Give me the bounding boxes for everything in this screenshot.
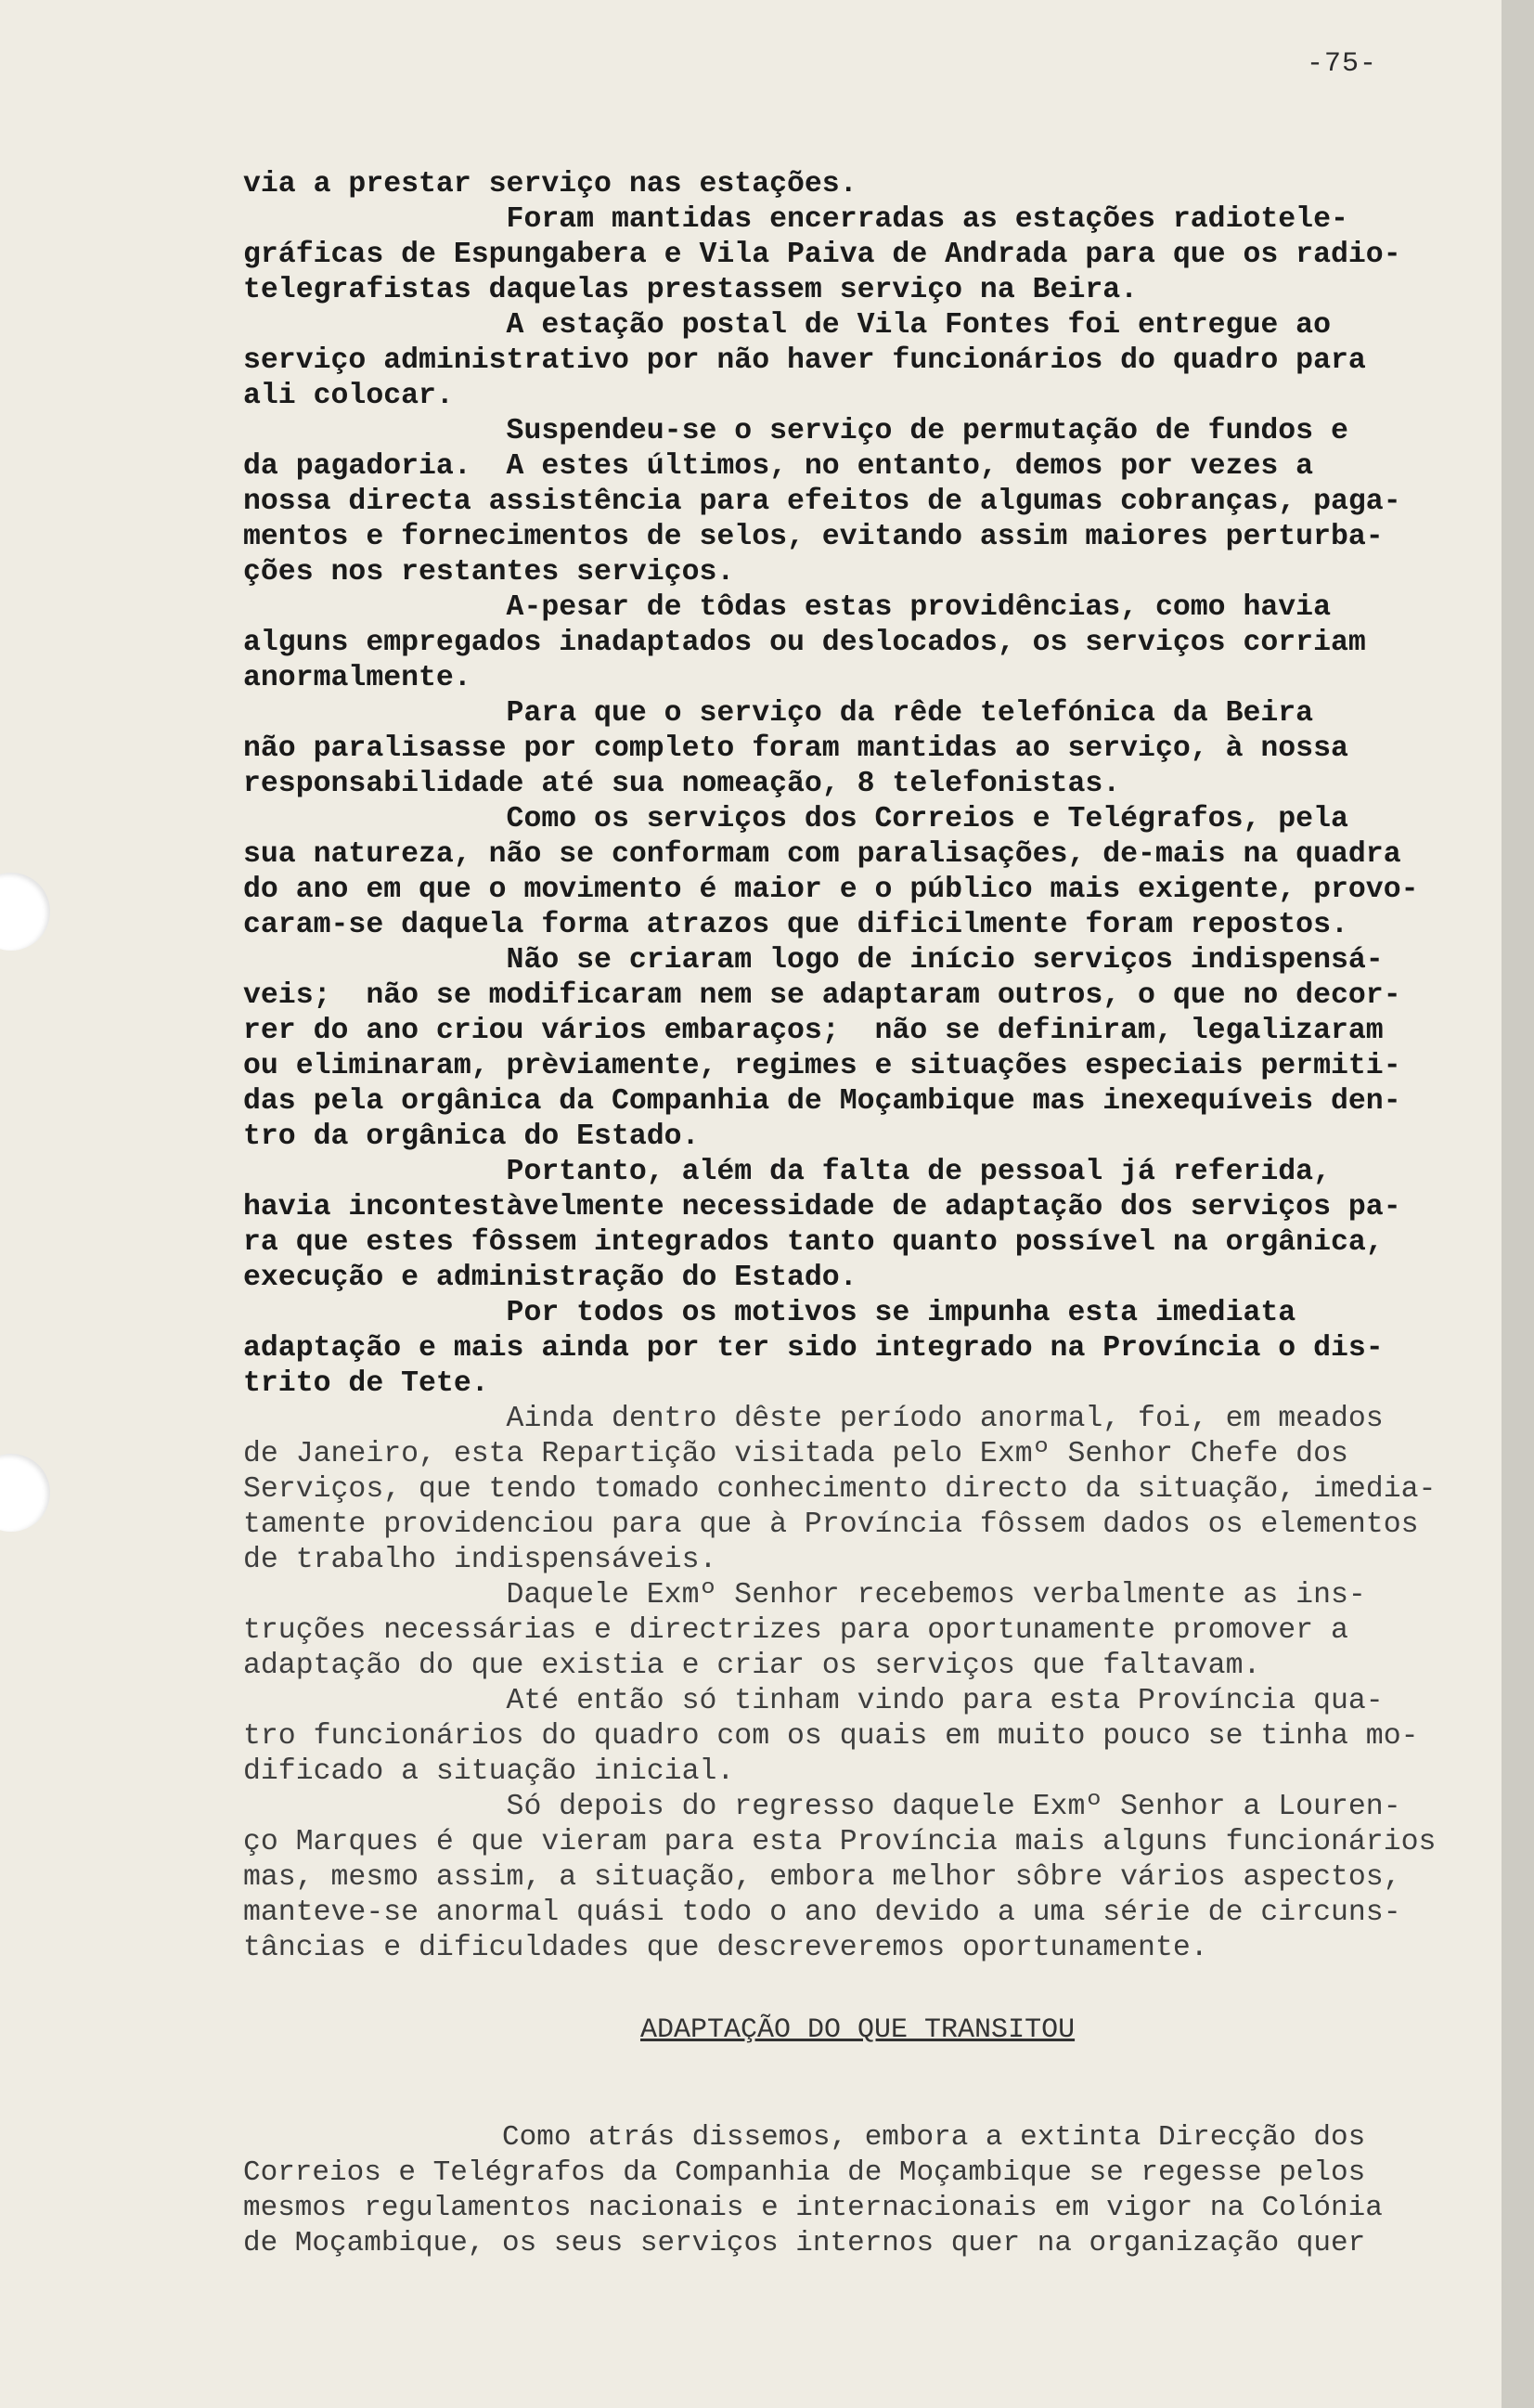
paragraph: via a prestar serviço nas estações.: [243, 168, 857, 201]
paragraph: Para que o serviço da rêde telefónica da Beira não paralisasse por completo foram mantidas ao serviço, à nossa responsabilidade até sua nomeação, 8 telefonistas.: [243, 697, 1348, 800]
paragraph: Só depois do regresso daquele Exmº Senhor a Louren- ço Marques é que vieram para esta Província mais alguns funcionários mas, mesmo assim, a situação, embora melhor sôbre vários aspectos, manteve-se anormal quási todo o ano devido a uma série de circuns- tâncias e dificuldades que descreveremos oportunamente.: [243, 1791, 1437, 1964]
paragraph: Por todos os motivos se impunha esta imediata adaptação e mais ainda por ter sido integrado na Província o dis- trito de Tete.: [243, 1297, 1384, 1400]
page-edge: [1502, 0, 1534, 2408]
paragraph: Suspendeu-se o serviço de permutação de fundos e da pagadoria. A estes últimos, no entanto, demos por vezes a nossa directa assistência para efeitos de algumas cobranças, paga- mentos e fornecimentos de selos, evitando assim maiores perturba- ções nos restantes serviços.: [243, 415, 1401, 589]
punch-hole: [0, 1454, 50, 1532]
paragraph: Como os serviços dos Correios e Telégrafos, pela sua natureza, não se conformam com paralisações, de-mais na quadra do ano em que o movimento é maior e o público mais exigente, provo- caram-se daquela forma atrazos que dificilmente foram repostos.: [243, 803, 1419, 941]
body-text: [243, 167, 1505, 1966]
paragraph: Portanto, além da falta de pessoal já referida, havia incontestàvelmente necessidade de adaptação dos serviços pa- ra que estes fôssem integrados tanto quanto possível na orgânica, execução e administração do Estado.: [243, 1156, 1401, 1294]
section-heading: ADAPTAÇÃO DO QUE TRANSITOU: [640, 2014, 1076, 2046]
section-body: [243, 2120, 1505, 2261]
page-number: -75-: [1307, 48, 1378, 80]
paragraph: Ainda dentro dêste período anormal, foi, em meados de Janeiro, esta Repartição visitada pelo Exmº Senhor Chefe dos Serviços, que tendo tomado conhecimento directo da situação, imedia- tamente providenciou para que à Província fôssem dados os elementos de trabalho indispensáveis.: [243, 1403, 1437, 1576]
paragraph: A estação postal de Vila Fontes foi entregue ao serviço administrativo por não haver funcionários do quadro para ali colocar.: [243, 309, 1366, 412]
paragraph: Daquele Exmº Senhor recebemos verbalmente as ins- truções necessárias e directrizes para oportunamente promover a adaptação do que existia e criar os serviços que faltavam.: [243, 1579, 1366, 1682]
paragraph: Até então só tinham vindo para esta Província qua- tro funcionários do quadro com os quais em muito pouco se tinha mo- dificado a situação inicial.: [243, 1685, 1419, 1788]
punch-hole: [0, 873, 50, 951]
paragraph: Não se criaram logo de início serviços indispensá- veis; não se modificaram nem se adaptaram outros, o que no decor- rer do ano criou vários embaraços; não se definiram, legalizaram ou eliminaram, prèviamente, regimes e situações especiais permiti- das pela orgânica da Companhia de Moçambique mas inexequíveis den- tro da orgânica do Estado.: [243, 944, 1401, 1153]
paragraph: Como atrás dissemos, embora a extinta Direcção dos Correios e Telégrafos da Companhia de Moçambique se regesse pelos mesmos regulamentos nacionais e internacionais em vigor na Colónia de Moçambique, os seus serviços internos quer na organização quer: [243, 2121, 1383, 2259]
paragraph: Foram mantidas encerradas as estações radiotele- gráficas de Espungabera e Vila Paiva de Andrada para que os radio- telegrafistas daquelas prestassem serviço na Beira.: [243, 203, 1401, 306]
paragraph: A-pesar de tôdas estas providências, como havia alguns empregados inadaptados ou deslocados, os serviços corriam anormalmente.: [243, 591, 1366, 694]
